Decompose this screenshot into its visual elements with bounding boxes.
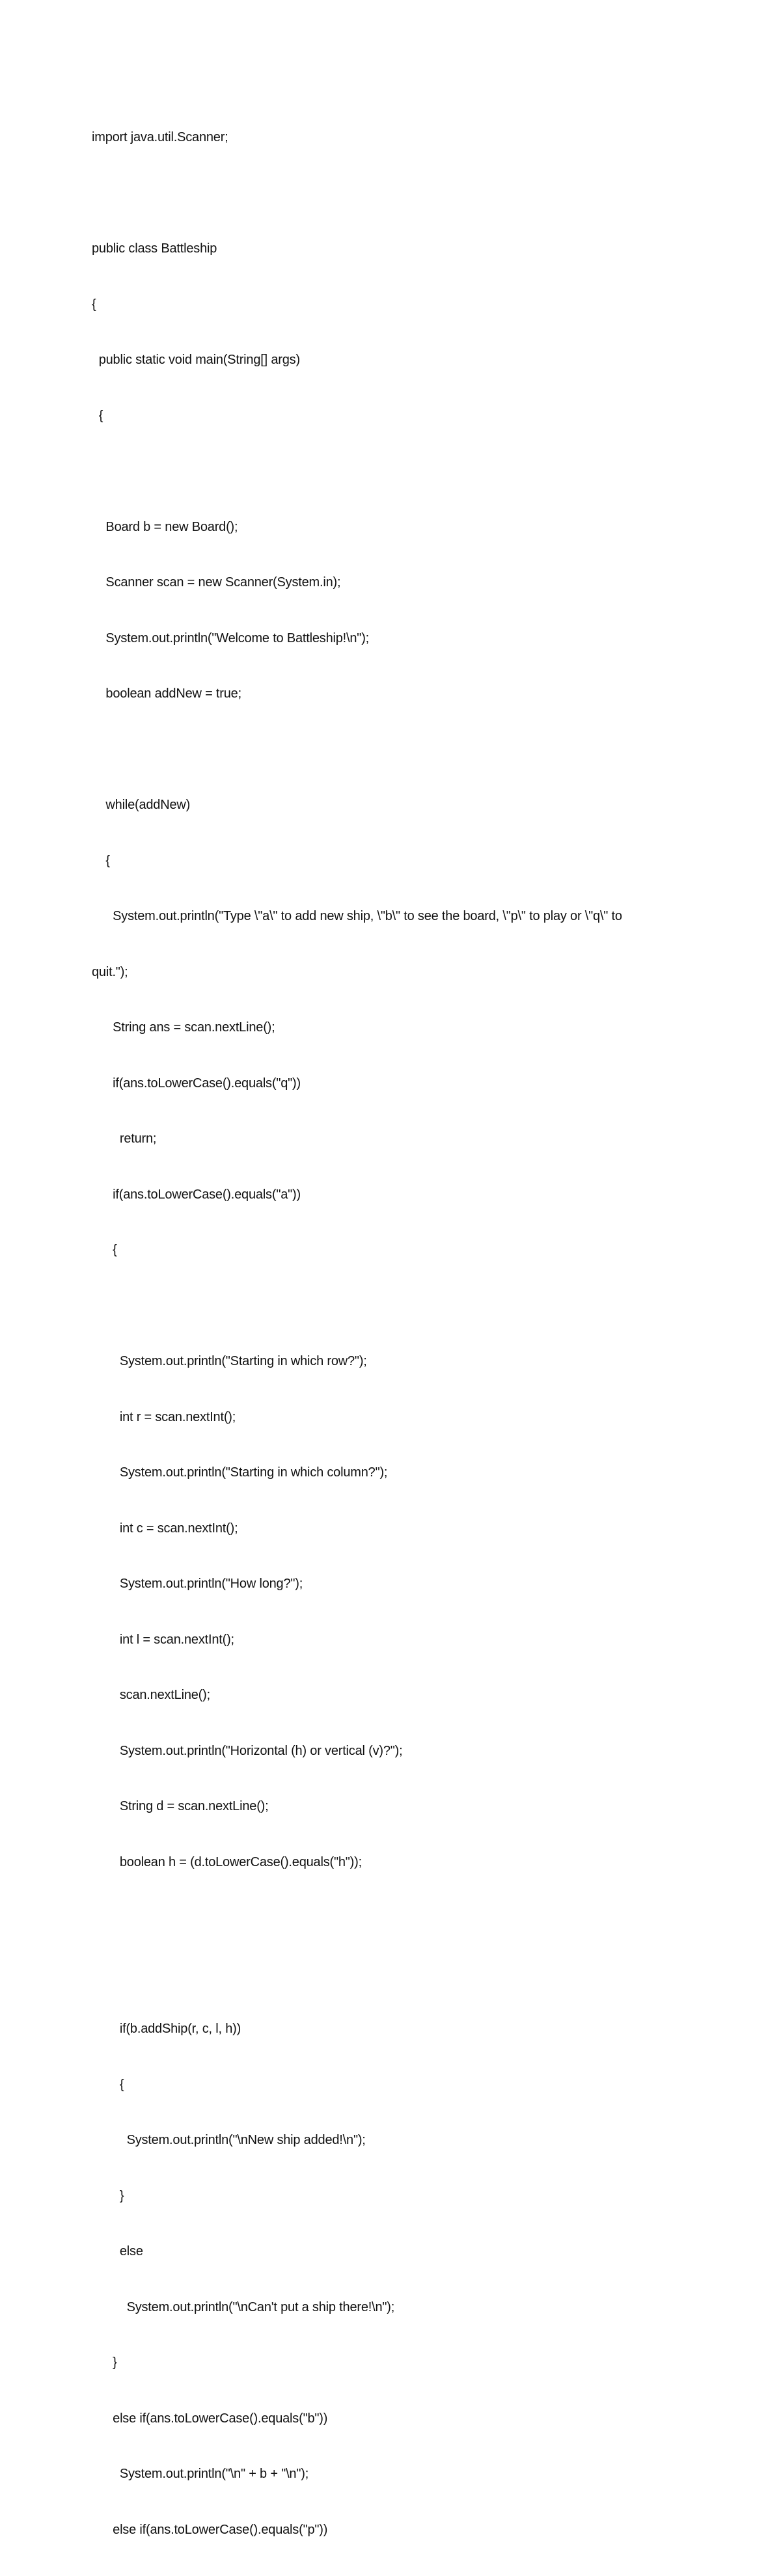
code-line: public class Battleship xyxy=(92,241,217,256)
code-line: int r = scan.nextInt(); xyxy=(92,1409,236,1424)
code-line: System.out.println("Horizontal (h) or vertical (v)?"); xyxy=(92,1743,403,1758)
code-line: { xyxy=(92,297,96,312)
code-line: int l = scan.nextInt(); xyxy=(92,1632,234,1647)
code-line: quit."); xyxy=(92,964,128,979)
code-line xyxy=(92,462,691,481)
code-line xyxy=(92,1297,691,1316)
code-line: while(addNew) xyxy=(92,798,191,812)
code-line: } xyxy=(92,2188,124,2203)
code-line: Board b = new Board(); xyxy=(92,519,238,534)
code-line: import java.util.Scanner; xyxy=(92,130,228,144)
code-line: if(ans.toLowerCase().equals("q")) xyxy=(92,1076,301,1091)
code-line: return; xyxy=(92,1132,157,1146)
code-line: { xyxy=(92,1243,117,1257)
code-line: System.out.println("How long?"); xyxy=(92,1577,303,1591)
code-line: if(ans.toLowerCase().equals("a")) xyxy=(92,1187,301,1202)
code-line: String ans = scan.nextLine(); xyxy=(92,1020,275,1035)
code-line: { xyxy=(92,853,110,868)
code-line: } xyxy=(92,2355,117,2370)
code-line: System.out.println("\n" + b + "\n"); xyxy=(92,2467,309,2481)
code-line: { xyxy=(92,408,103,423)
code-line: if(b.addShip(r, c, l, h)) xyxy=(92,2022,241,2036)
code-line: boolean h = (d.toLowerCase().equals("h")); xyxy=(92,1854,362,1869)
code-line: System.out.println("\nCan't put a ship there!\n"); xyxy=(92,2299,395,2314)
code-line: else if(ans.toLowerCase().equals("p")) xyxy=(92,2522,328,2537)
code-line: String d = scan.nextLine(); xyxy=(92,1799,269,1813)
code-line: System.out.println("Starting in which row?"); xyxy=(92,1354,367,1368)
code-line: System.out.println("Type \"a\" to add new ship, \"b\" to see the board, \"p\" to play or \"q\" to xyxy=(92,909,622,923)
code-line: else if(ans.toLowerCase().equals("b")) xyxy=(92,2411,328,2426)
code-line: scan.nextLine(); xyxy=(92,1688,210,1702)
code-listing xyxy=(92,91,691,2576)
code-line xyxy=(92,1908,691,1927)
code-line: System.out.println("Welcome to Battleship!\n"); xyxy=(92,630,370,645)
code-line: int c = scan.nextInt(); xyxy=(92,1521,238,1536)
code-line xyxy=(92,740,691,759)
code-line: public static void main(String[] args) xyxy=(92,353,300,367)
code-line xyxy=(92,1964,691,1983)
code-line: Scanner scan = new Scanner(System.in); xyxy=(92,575,341,590)
code-line: { xyxy=(92,2077,124,2092)
code-line: System.out.println("\nNew ship added!\n"); xyxy=(92,2133,366,2147)
code-line: else xyxy=(92,2244,143,2258)
code-line: System.out.println("Starting in which column?"); xyxy=(92,1465,388,1480)
code-line xyxy=(92,184,691,203)
code-line: boolean addNew = true; xyxy=(92,686,241,701)
